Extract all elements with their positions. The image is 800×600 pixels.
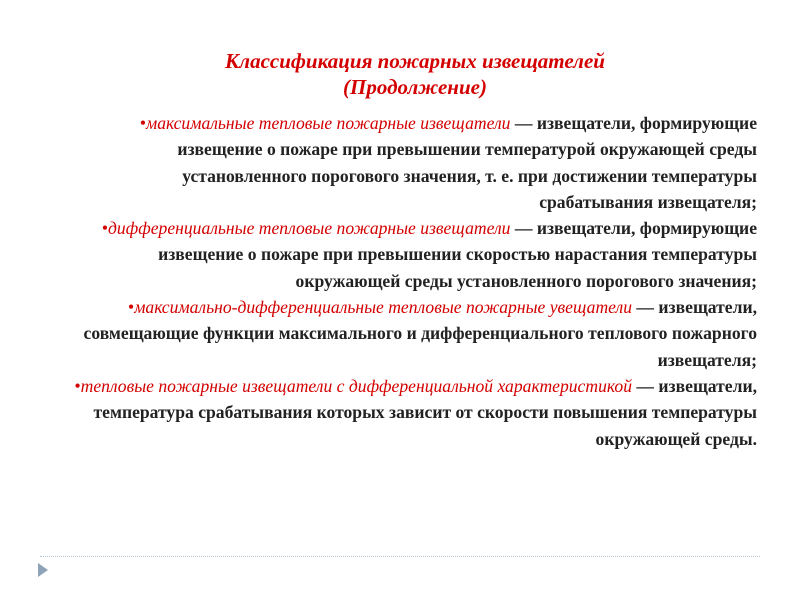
- bullet-marker: •: [74, 375, 81, 396]
- slide-title-line-1: Классификация пожарных извещателей: [225, 49, 605, 73]
- bullet-term: дифференциальные тепловые пожарные извещатели: [108, 218, 511, 239]
- bullet-item-diff: [70, 215, 757, 294]
- bullet-item-diff-char: [70, 373, 757, 452]
- bullet-marker: •: [101, 218, 109, 239]
- bullet-definition: — извещатели, формирующие извещение о пожаре при превышении скоростью нарастания температуры окружающей среды установленного порогового значения;: [158, 218, 757, 291]
- footer-divider: [40, 556, 760, 557]
- slide-body: [70, 110, 757, 452]
- bullet-marker: •: [128, 297, 135, 318]
- triangle-right-icon[interactable]: [38, 563, 48, 577]
- slide-title-line-2: (Продолжение): [343, 75, 487, 99]
- bullet-marker: •: [139, 113, 147, 133]
- bullet-definition: — извещатели, совмещающие функции максимального и дифференциального теплового пожарного извещателя;: [83, 297, 757, 370]
- slide-title: [120, 48, 710, 100]
- bullet-term: тепловые пожарные извещатели с дифференциальной характеристикой: [80, 375, 633, 396]
- bullet-item-max: [70, 110, 757, 215]
- bullet-item-max-diff: [70, 294, 757, 373]
- bullet-definition: — извещатели, температура срабатывания которых зависит от скорости повышения температуры окружающей среды.: [93, 375, 757, 449]
- bullet-definition: — извещатели, формирующие извещение о пожаре при превышении температурой окружающей среды установленного порогового значения, т. е. при достижении температуры срабатывания извещателя;: [177, 113, 757, 212]
- bullet-term: максимально-дифференциальные тепловые пожарные увещатели: [134, 297, 633, 318]
- bullet-term: максимальные тепловые пожарные извещатели: [146, 113, 511, 133]
